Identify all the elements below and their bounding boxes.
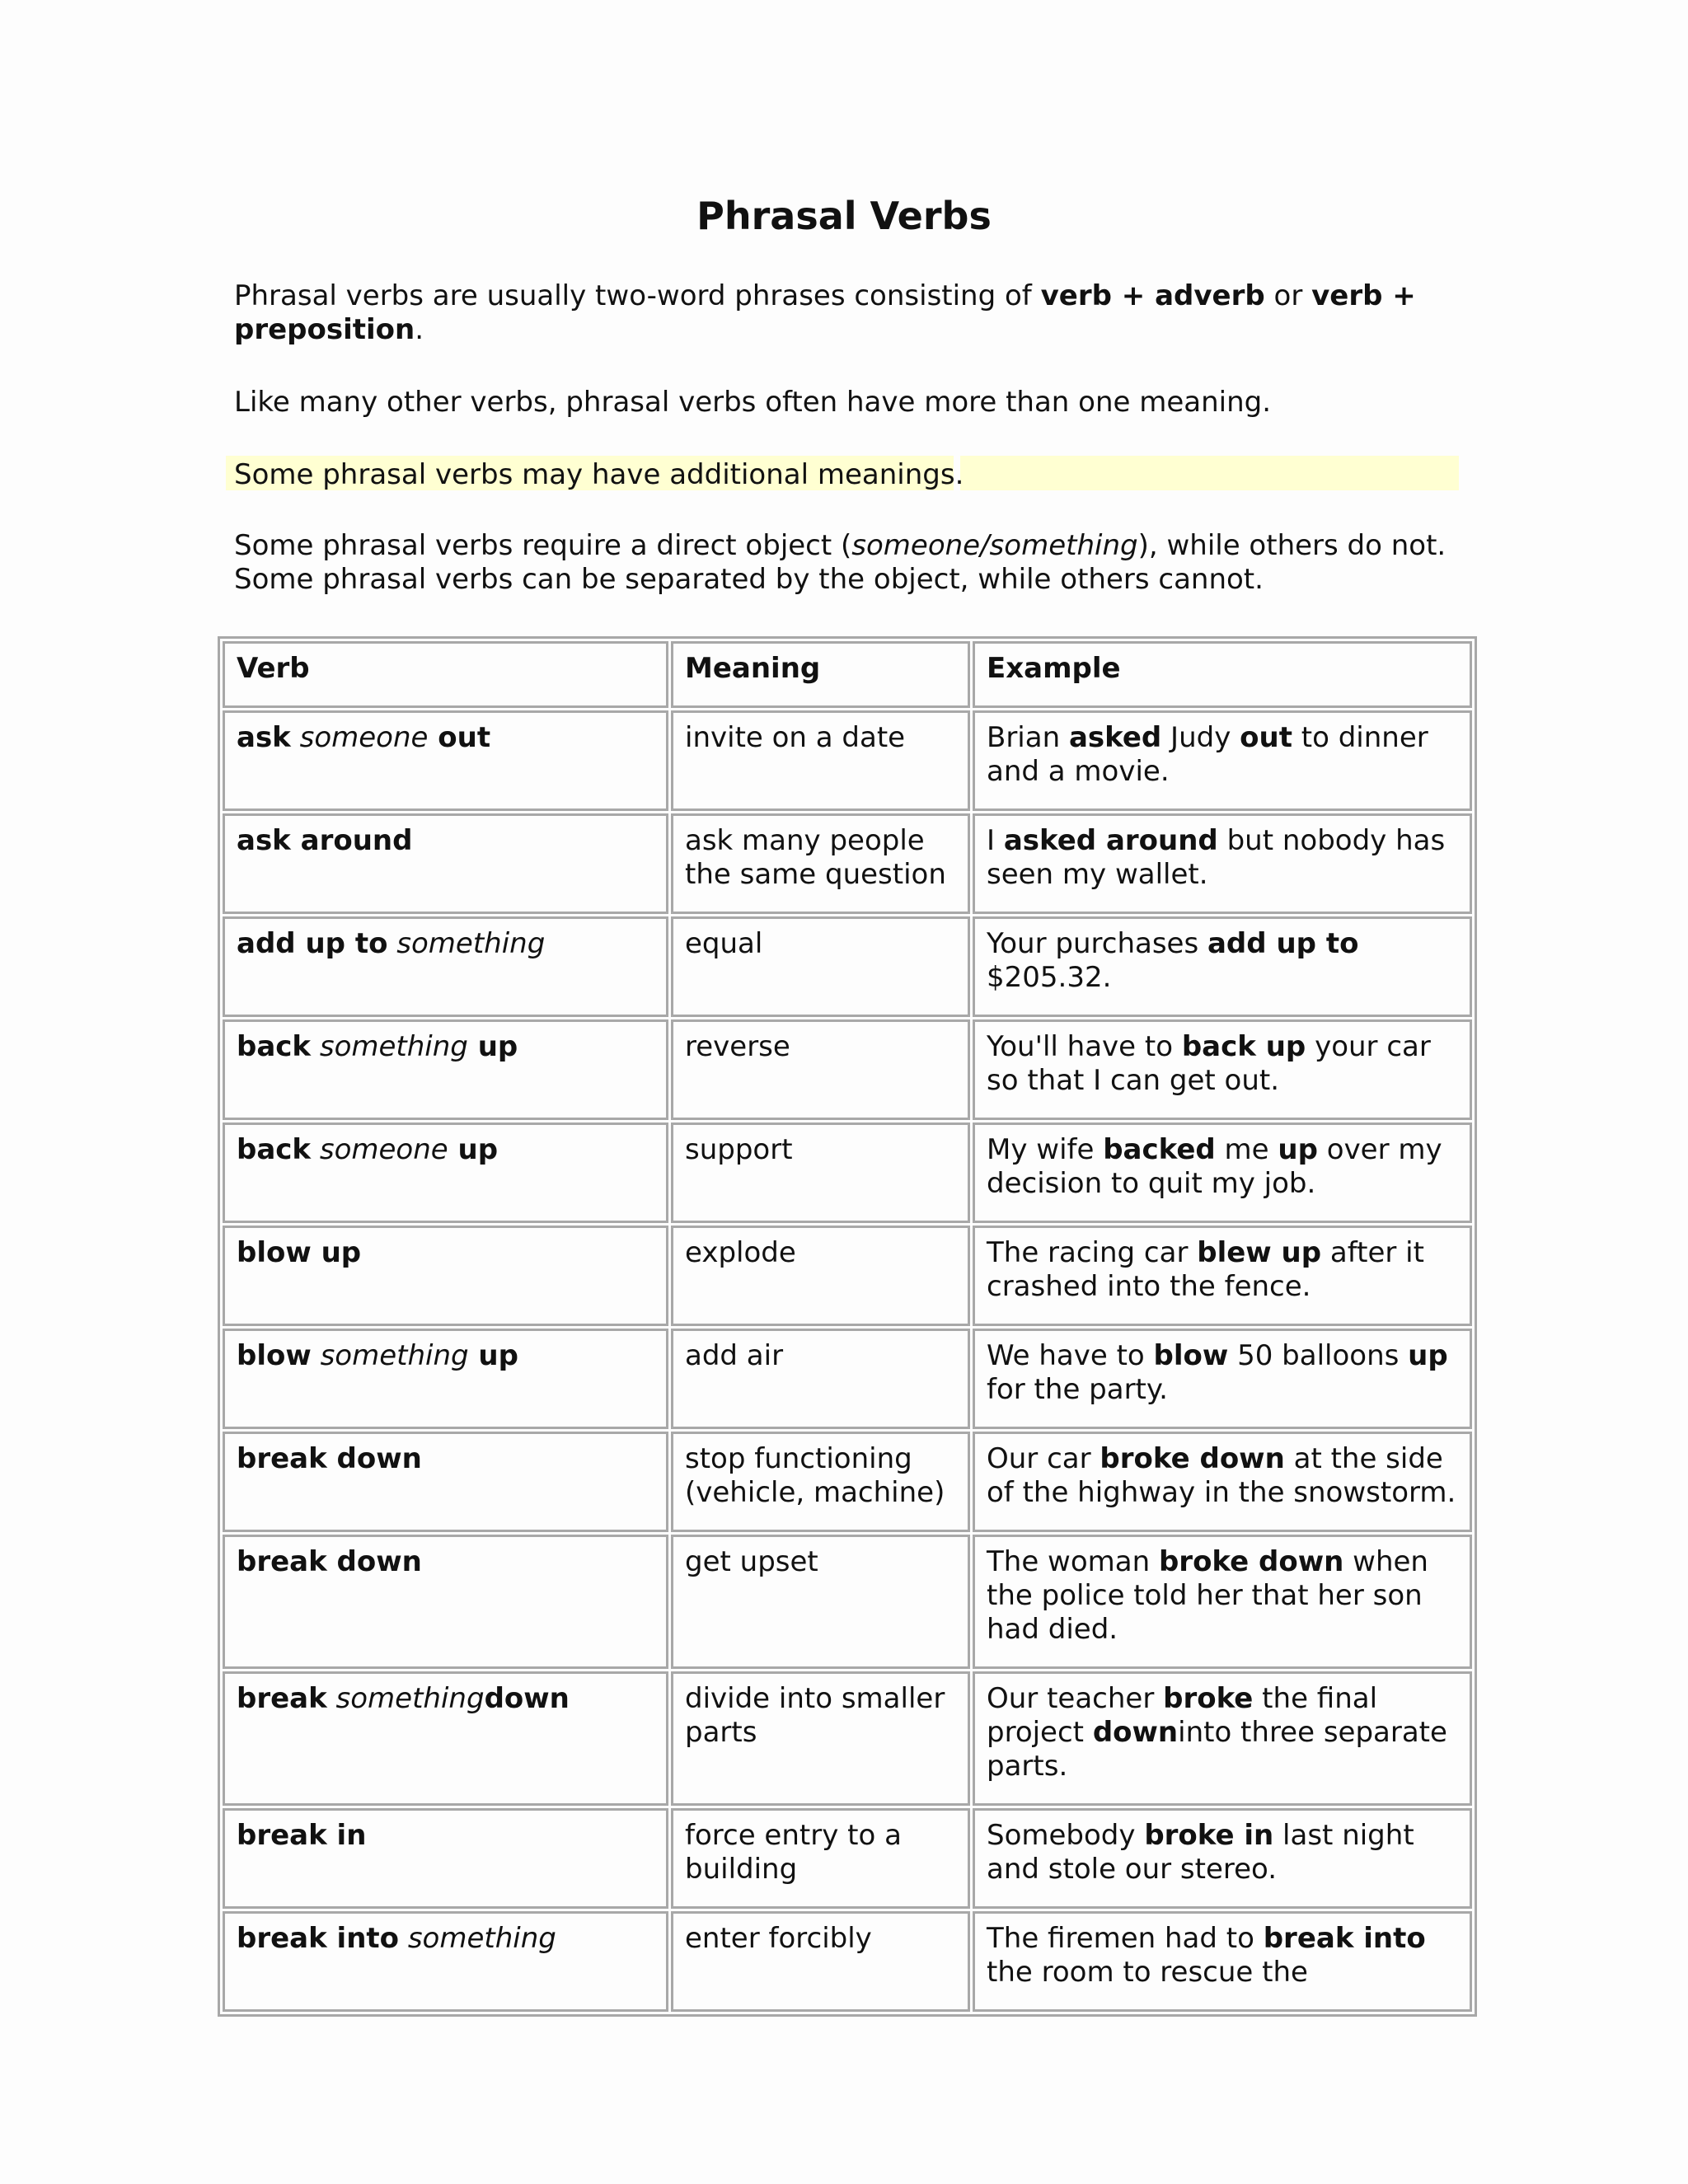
example-cell [973,916,1472,1017]
intro-paragraph-2 [234,386,1454,419]
table-row [223,1535,1472,1669]
text-run: Our teacher [987,1682,1164,1715]
example-cell [973,813,1472,914]
example-cell [973,1671,1472,1806]
table-row [223,1911,1472,2012]
bold-text: down [484,1682,570,1715]
bold-text: add up to [1207,927,1359,960]
bold-text: ask around [237,824,413,857]
text-run: Judy [1161,721,1240,754]
text-run: Phrasal verbs are usually two-word phrases consisting of [234,279,1041,312]
bold-text: break down [237,1545,422,1578]
italic-text: someone/something [851,529,1138,562]
bold-text: break in [237,1819,367,1852]
text-run: into three separate parts. [987,1716,1447,1783]
italic-text: something [311,1339,469,1372]
meaning-cell: invite on a date [671,710,970,811]
verb-cell [223,1226,668,1326]
text-run: at the side of the highway in the snowstorm. [987,1442,1456,1509]
text-run: but nobody has seen my wallet. [987,824,1446,891]
verb-cell [223,1122,668,1223]
text-run: We have to [987,1339,1154,1372]
italic-text: something [387,927,546,960]
italic-text: something [311,1030,468,1063]
example-cell [973,1808,1472,1909]
meaning-cell: force entry to a building [671,1808,970,1909]
verb-cell [223,1671,668,1806]
text-run: 50 balloons [1228,1339,1409,1372]
bold-text: broke down [1158,1545,1344,1578]
bold-text: blow [237,1339,312,1372]
bold-text: up [448,1133,499,1166]
text-run: . [415,313,424,346]
bold-text: down [1092,1716,1179,1749]
bold-text: broke down [1100,1442,1285,1475]
example-cell [973,1535,1472,1669]
intro-paragraph-3 [234,458,1454,492]
bold-text: blew up [1197,1236,1322,1269]
text-run: Your purchases [987,927,1207,960]
verb-cell [223,710,668,811]
bold-text: broke [1163,1682,1254,1715]
bold-text: break [237,1682,327,1715]
meaning-cell: ask many people the same question [671,813,970,914]
meaning-cell: stop functioning (vehicle, machine) [671,1432,970,1532]
table-header-row [223,641,1472,708]
text-run: last night and stole our stereo. [987,1819,1414,1886]
phrasal-verbs-table [218,636,1477,2017]
verb-cell [223,1808,668,1909]
italic-text: someone [311,1133,448,1166]
text-run: or [1264,279,1312,312]
italic-text: someone [290,721,429,754]
bold-text: break down [237,1442,422,1475]
meaning-cell: support [671,1122,970,1223]
text-run: You'll have to [987,1030,1182,1063]
table-row [223,710,1472,811]
table-row [223,1122,1472,1223]
bold-text: asked [1068,721,1162,754]
text-run: ), while others do not. Some phrasal verbs can be separated by the object, while others cannot. [234,529,1447,596]
table-row [223,916,1472,1017]
bold-text: back [237,1030,312,1063]
bold-text: back up [1181,1030,1306,1063]
meaning-cell: enter forcibly [671,1911,970,2012]
table-row [223,1329,1472,1429]
bold-text: verb + preposition [234,279,1416,346]
header-verb: Verb [223,641,668,708]
bold-text: up [467,1030,518,1063]
text-run: when the police told her that her son had died. [987,1545,1428,1646]
text-run: The firemen had to [987,1922,1264,1955]
bold-text: break into [1263,1922,1426,1955]
table-row [223,1671,1472,1806]
text-run: Brian [987,721,1069,754]
verb-cell [223,1535,668,1669]
bold-text: add up to [237,927,388,960]
example-cell [973,1432,1472,1532]
text-run: the room to rescue the [987,1956,1308,1989]
text-run: for the party. [987,1373,1168,1406]
bold-text: broke in [1144,1819,1274,1852]
bold-text: up [1408,1339,1448,1372]
verb-cell [223,1911,668,2012]
example-cell [973,1226,1472,1326]
bold-text: break into [237,1922,400,1955]
example-cell [973,1019,1472,1120]
text-run: over my decision to quit my job. [987,1133,1442,1200]
header-meaning: Meaning [671,641,970,708]
verb-cell [223,813,668,914]
italic-text: something [326,1682,485,1715]
table-row [223,1019,1472,1120]
text-run: me [1215,1133,1278,1166]
text-run: after it crashed into the fence. [987,1236,1424,1303]
text-run: I [987,824,1004,857]
text-run: Some phrasal verbs may have additional meanings. [234,458,964,491]
meaning-cell: add air [671,1329,970,1429]
text-run: your car so that I can get out. [987,1030,1431,1097]
bold-text: up [468,1339,518,1372]
text-run: Our car [987,1442,1100,1475]
italic-text: something [399,1922,556,1955]
table-row [223,813,1472,914]
bold-text: asked around [1003,824,1218,857]
text-run: Like many other verbs, phrasal verbs often have more than one meaning. [234,386,1272,419]
verb-cell [223,916,668,1017]
bold-text: ask [237,721,291,754]
bold-text: backed [1103,1133,1216,1166]
example-cell [973,1329,1472,1429]
meaning-cell: divide into smaller parts [671,1671,970,1806]
bold-text: blow [1153,1339,1229,1372]
meaning-cell: explode [671,1226,970,1326]
bold-text: out [428,721,491,754]
text-run: My wife [987,1133,1104,1166]
bold-text: blow up [237,1236,362,1269]
text-run: Some phrasal verbs require a direct object ( [234,529,852,562]
intro-paragraph-1 [234,279,1454,347]
bold-text: out [1240,721,1292,754]
table-row [223,1432,1472,1532]
bold-text: up [1278,1133,1318,1166]
page-title: Phrasal Verbs [696,194,992,238]
text-run: to dinner and a movie. [987,721,1428,788]
verb-cell [223,1019,668,1120]
text-run: the final project [987,1682,1378,1749]
bold-text: back [237,1133,312,1166]
example-cell [973,1122,1472,1223]
text-run: The racing car [987,1236,1198,1269]
meaning-cell: equal [671,916,970,1017]
verb-cell [223,1432,668,1532]
bold-text: verb + adverb [1040,279,1265,312]
header-example: Example [973,641,1472,708]
example-cell [973,1911,1472,2012]
table-row [223,1808,1472,1909]
text-run: Somebody [987,1819,1145,1852]
text-run: The woman [987,1545,1159,1578]
meaning-cell: get upset [671,1535,970,1669]
verb-cell [223,1329,668,1429]
intro-paragraph-4 [234,529,1454,597]
meaning-cell: reverse [671,1019,970,1120]
table-row [223,1226,1472,1326]
example-cell [973,710,1472,811]
text-run: $205.32. [987,961,1112,994]
